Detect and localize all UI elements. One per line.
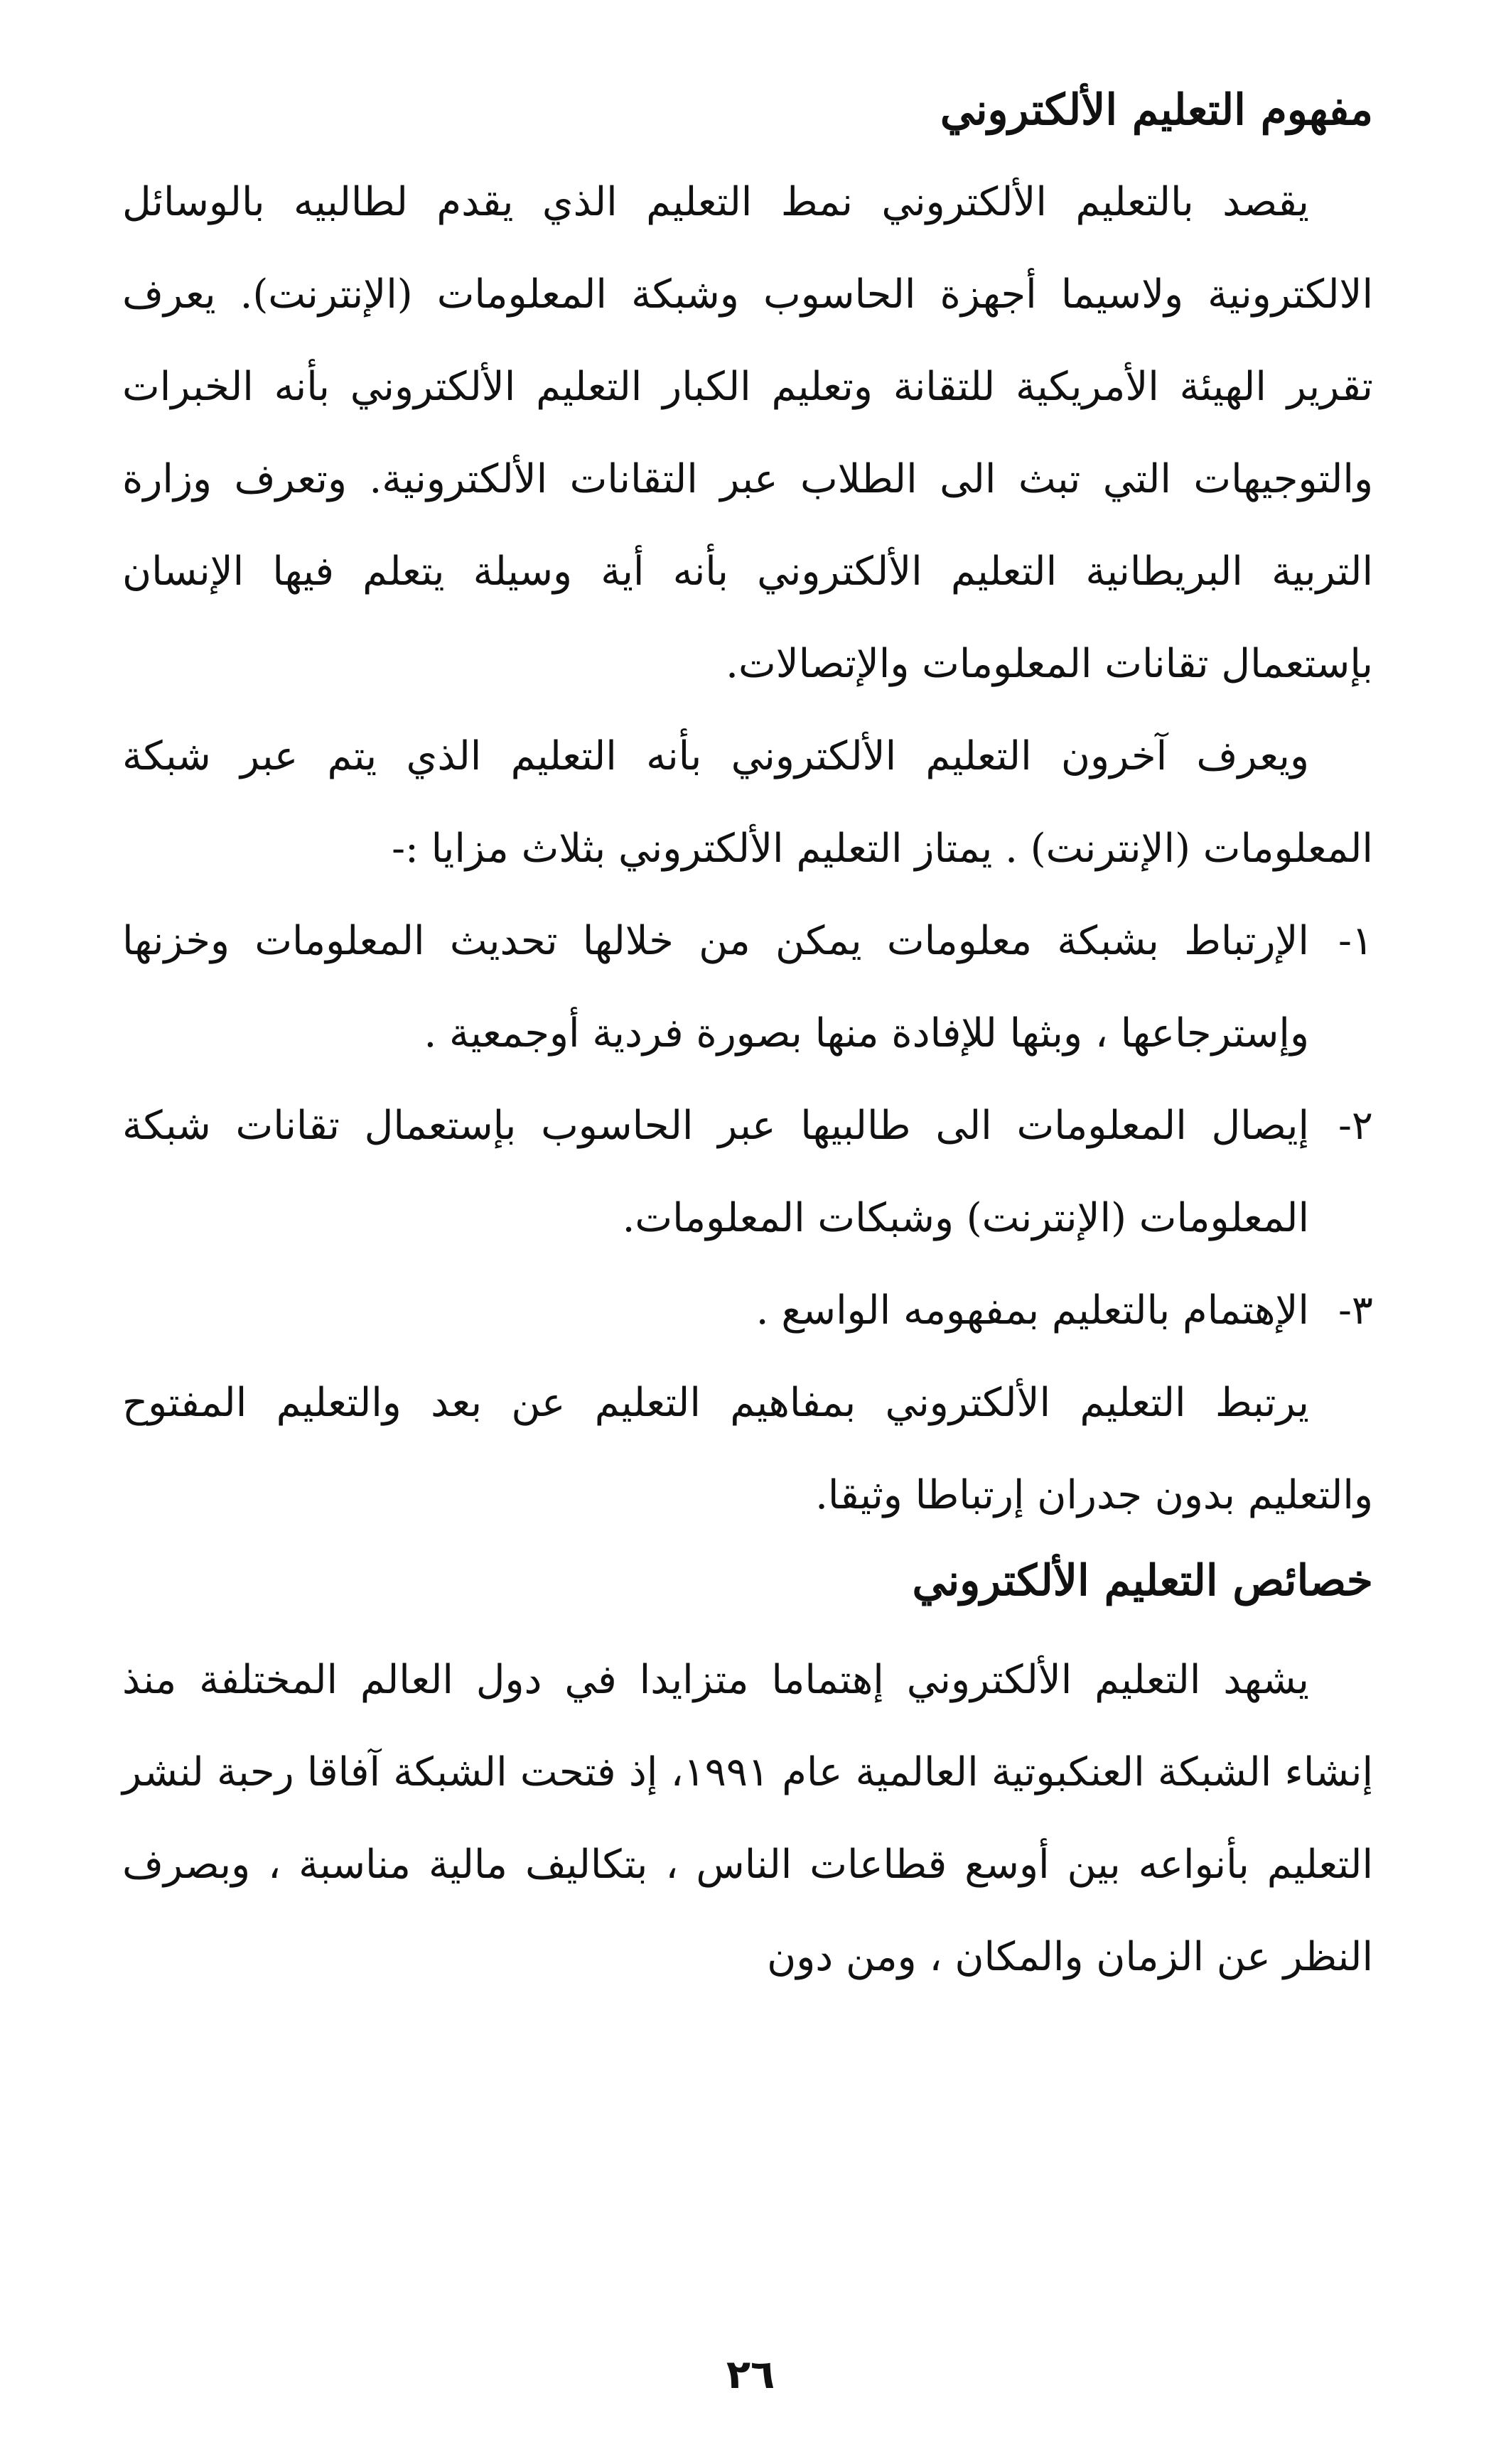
paragraph-features: يشهد التعليم الألكتروني إهتماما متزايدا في دول العالم المختلفة منذ إنشاء الشبكة العنكبوتية العالمية عام ١٩٩١، إذ فتحت الشبكة آفاقا رحبة لنشر التعليم بأنواعه بين أوسع قطاعات الناس ، بتكاليف مالية مناسبة ، وبصرف النظر عن الزمان والمكان ، ومن دون (122, 1657, 1374, 1980)
list-number: ٢- (1338, 1103, 1373, 1149)
paragraph-definition: يقصد بالتعليم الألكتروني نمط التعليم الذي يقدم لطالبيه بالوسائل الالكترونية ولاسيما أجهزة الحاسوب وشبكة المعلومات (الإنترنت). يعرف تقرير الهيئة الأمريكية للتقانة وتعليم الكبار التعليم الألكتروني بأنه الخبرات والتوجيهات التي تبث الى الطلاب عبر التقانات الألكترونية. وتعرف وزارة التربية البريطانية التعليم الألكتروني بأنه أية وسيلة يتعلم فيها الإنسان بإستعمال تقانات المعلومات والإتصالات. (122, 179, 1373, 687)
list-text: الإرتباط بشبكة معلومات يمكن من خلالها تحديث المعلومات وخزنها وإسترجاعها ، وبثها للإفادة منها بصورة فردية أوجمعية . (122, 918, 1309, 1057)
paragraph-link: يرتبط التعليم الألكتروني بمفاهيم التعليم عن بعد والتعليم المفتوح والتعليم بدون جدران إرتباطا وثيقا. (122, 1380, 1373, 1518)
heading-features: خصائص التعليم الألكتروني (912, 1556, 1373, 1606)
list-text: الإهتمام بالتعليم بمفهومه الواسع . (755, 1287, 1309, 1334)
heading-concept: مفهوم التعليم الألكتروني (940, 85, 1373, 135)
page-content (122, 78, 1373, 2004)
list-item (122, 1265, 1373, 1357)
list-number: ٣- (1338, 1287, 1373, 1334)
list-item (122, 1080, 1373, 1265)
list-number: ١- (1338, 918, 1373, 964)
list-item (122, 895, 1373, 1080)
list-text: إيصال المعلومات الى طالبيها عبر الحاسوب بإستعمال تقانات شبكة المعلومات (الإنترنت) وشبكات المعلومات. (122, 1103, 1309, 1241)
paragraph-others-definition: ويعرف آخرون التعليم الألكتروني بأنه التعليم الذي يتم عبر شبكة المعلومات (الإنترنت) . يمتاز التعليم الألكتروني بثلاث مزايا :- (122, 733, 1373, 872)
page-number: ٢٦ (726, 2352, 775, 2398)
